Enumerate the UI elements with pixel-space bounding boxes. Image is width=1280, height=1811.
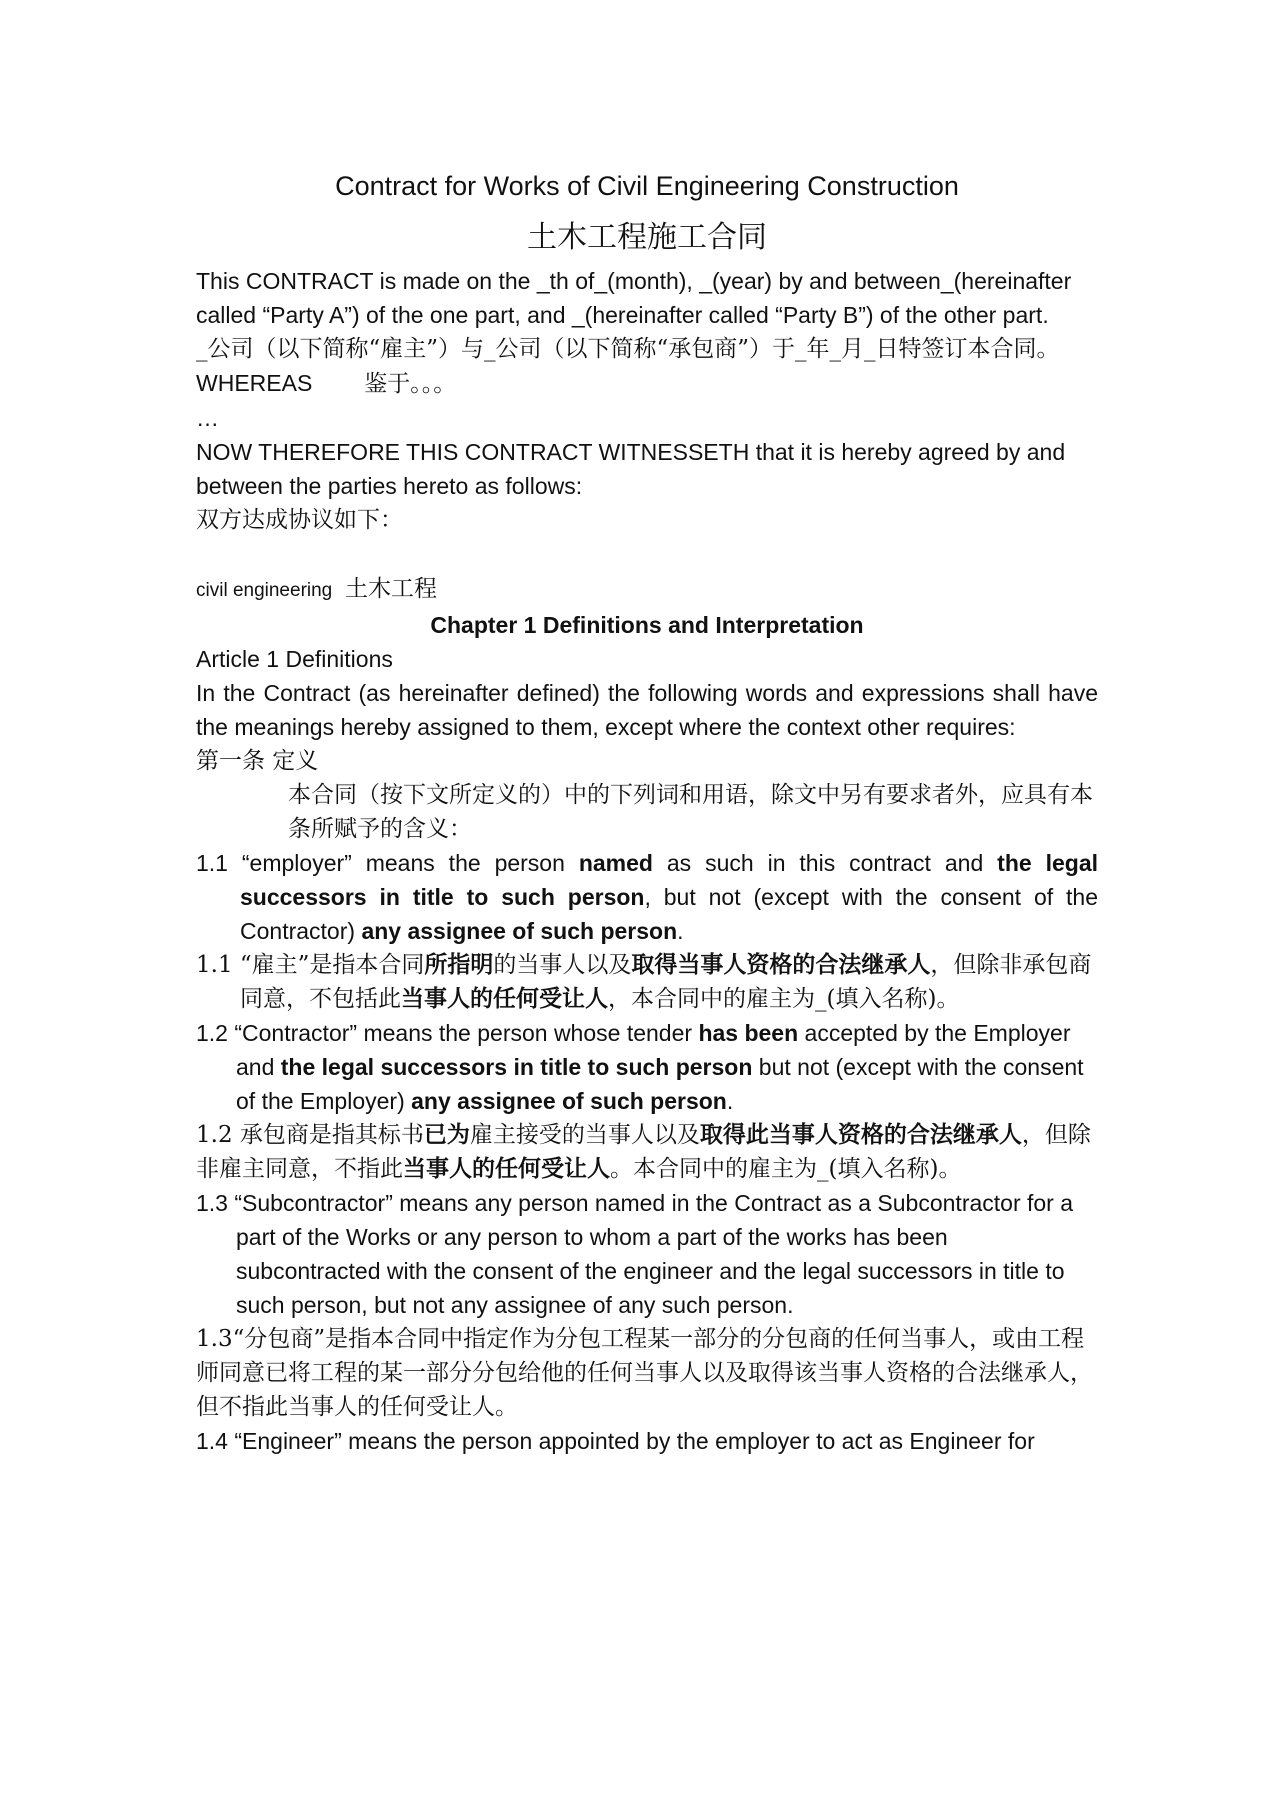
def-text: 雇主接受的当事人以及: [469, 1122, 700, 1148]
whereas-cn: 鉴于。。。: [364, 371, 457, 397]
ellipsis-line: …: [196, 405, 219, 431]
def-text: ，但除非雇主同意，不指此: [196, 1122, 1091, 1182]
def-bold: any assignee of such person: [361, 918, 678, 944]
article-text: In the Contract (as hereinafter defined) the following words and expressions shall have the meanings hereby assigned to them, except where the context other requires:: [196, 680, 1098, 740]
definition-1-3-cn: 1.3“分包商”是指本合同中指定作为分包工程某一部分的分包商的任何当事人，或由工程师同意已将工程的某一部分分包给他的任何当事人以及取得该当事人资格的合法继承人，但不指此当事人的任何受让人。: [196, 1326, 1093, 1420]
now-therefore-cn: 双方达成协议如下：: [196, 507, 403, 533]
def-text: 1.2 “Contractor” means the person whose tender: [196, 1020, 699, 1046]
definition-1-1-cn: [196, 948, 1098, 1016]
def-text: .: [726, 1088, 734, 1114]
now-therefore-paragraph: NOW THEREFORE THIS CONTRACT WITNESSETH that it is hereby agreed by and between the parties hereto as follows:: [196, 439, 1066, 499]
def-bold: the legal successors in title to such person: [240, 850, 1099, 910]
def-text: ，但除非承包商同意，不包括此: [240, 952, 1092, 1012]
spacer: [196, 537, 1098, 571]
def-text: , but not (except with the consent of the Contractor): [240, 884, 1098, 944]
def-text: but not (except with the consent of the Employer): [236, 1054, 1084, 1114]
article-heading-cn: 第一条 定义: [196, 748, 319, 774]
article-heading: Article 1 Definitions: [196, 646, 393, 672]
def-text: .: [677, 918, 684, 944]
definition-1-4-en: 1.4 “Engineer” means the person appointed by the employer to act as Engineer for: [196, 1428, 1035, 1454]
def-bold: 取得此当事人资格的合法继承人: [699, 1121, 1022, 1148]
def-bold: 已为: [423, 1121, 470, 1148]
def-bold: named: [578, 850, 653, 876]
document-title: Contract for Works of Civil Engineering Construction: [335, 171, 959, 201]
def-text: 。本合同中的雇主为_(填入名称)。: [610, 1156, 962, 1182]
definition-1-1-en: [196, 846, 1098, 948]
definition-1-2-cn: [196, 1118, 1098, 1186]
def-text: 1.2 承包商是指其标书: [196, 1122, 424, 1148]
intro-paragraph-cn: _公司（以下简称“雇主”）与_公司（以下简称“承包商”）于_年_月_日特签订本合同。: [196, 336, 1060, 362]
whereas-en: WHEREAS: [196, 370, 313, 396]
definition-1-2-en: [196, 1016, 1098, 1118]
intro-paragraph-en: This CONTRACT is made on the _th of_(month), _(year) by and between_(hereinafter called “Party A”) of the one part, and _(hereinafter called “Party B”) of the other part.: [196, 268, 1072, 328]
def-bold: the legal successors in title to such person: [280, 1054, 753, 1080]
definition-1-3-en: 1.3 “Subcontractor” means any person named in the Contract as a Subcontractor for a part of the Works or any person to whom a part of the works has been subcontracted with the consent of the engineer and the legal successors in title to such person, but not any assignee of any such person.: [196, 1190, 1074, 1318]
document-title-cn: 土木工程施工合同: [527, 220, 767, 255]
def-bold: 当事人的任何受让人: [403, 1155, 610, 1182]
def-bold: any assignee of such person: [411, 1088, 727, 1114]
def-text: 1.1 “雇主”是指本合同: [196, 952, 425, 978]
def-text: accepted by the Employer and: [236, 1020, 1071, 1080]
term-line: [196, 571, 1098, 608]
term-cn: 土木工程: [345, 576, 438, 602]
def-bold: 所指明: [424, 951, 494, 978]
document-body: [196, 168, 1098, 1458]
def-bold: 取得当事人资格的合法继承人: [631, 951, 931, 978]
def-text: 1.1 “employer” means the person: [196, 850, 579, 876]
def-bold: 当事人的任何受让人: [401, 985, 608, 1012]
def-bold: has been: [698, 1020, 799, 1046]
whereas-line: [196, 366, 1098, 401]
def-text: 的当事人以及: [493, 952, 632, 978]
term-en: civil engineering: [196, 580, 333, 601]
def-text: ，本合同中的雇主为_(填入名称)。: [608, 986, 960, 1012]
chapter-heading: Chapter 1 Definitions and Interpretation: [430, 612, 864, 638]
article-text-cn: 本合同（按下文所定义的）中的下列词和用语，除文中另有要求者外，应具有本条所赋予的含义：: [288, 782, 1093, 842]
def-text: as such in this contract and: [652, 850, 998, 876]
